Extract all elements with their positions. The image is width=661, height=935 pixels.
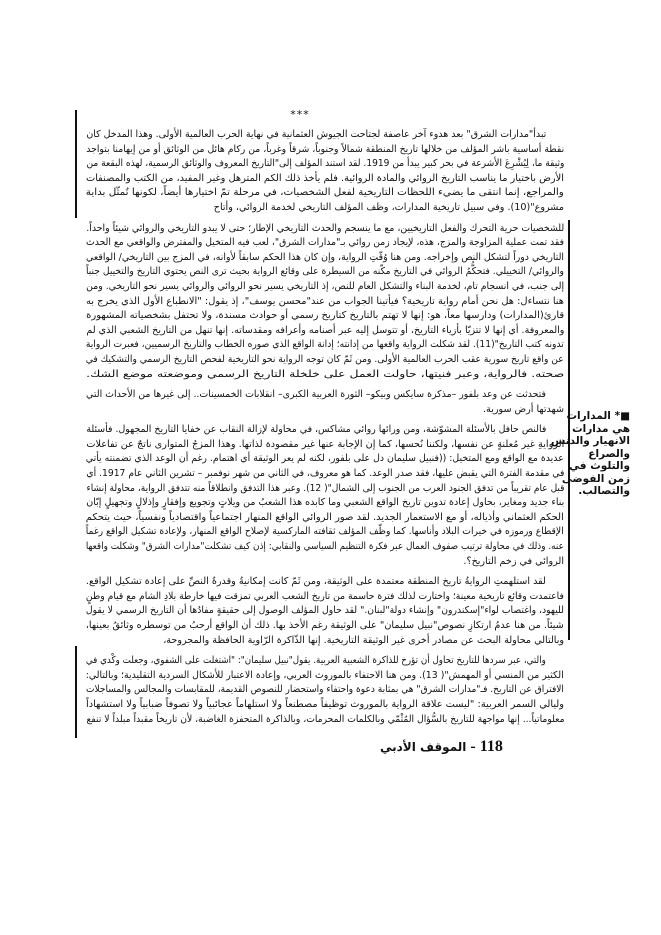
text-line [86,143,564,158]
text-line-content: عنه. وذلك في محاولة ترتيب صفوف العمال عبر فكرة التنظيم السياسي والنقابي: إذن كيف تشكلت"مدارات الشرق" وشكلت واقعها [86,541,564,553]
text-line [86,423,564,438]
text-line-content: هنا نتساءل: هل نحن أمام رواية تاريخية؟ فيأتينا الجواب من عند"محسن يوسف"، إذ يقول: "الانطباع الأول الذي يخرج به [86,295,564,307]
text-line-content: الافتراق عن التاريخ. فـ"مدارات الشرق" هي بمثابة دعوة واحتفاء واستحضار للنصوص القديمة، للمقابسات والمجالس والمساجلات [86,684,564,696]
text-line [86,634,564,649]
text-line-content: والروائي/ التخييلي. فتحكُّمُ الروائي في التاريخ مكّنه من السيطرة على وقائع الرواية بحيث ترى النص يحتوي التاريخ والتخييل جنباً [86,266,564,278]
text-line [86,338,564,353]
text-line [86,438,564,453]
text-line-content: الروايةِ غير مُعلنةٍ عن نفسها، ولكننا نُحسها، كما إن الإجابة عنها غير مقصودة لذاتها. وهذا المزجُ المتوارى ناتجٌ عن تفاعلات [86,438,564,450]
text-line [86,683,564,698]
paragraph [86,575,564,648]
page-footer [380,738,530,756]
text-line [86,201,564,216]
text-line [86,669,564,684]
pull-quote-marker: ■* [614,410,630,422]
text-line [86,251,564,266]
text-line [86,295,564,310]
text-line [86,280,564,295]
pull-quote-text: المدارات هي مدارات الانهيار والدنس والصراع والتلوث في زمن الفوضى والتصالب. [550,410,630,497]
text-line [86,713,564,728]
text-line [86,654,564,669]
text-line-content: الروائي في زخم التاريخ؟. [463,555,564,567]
text-line [86,604,564,619]
text-line-content: فالنص حافل بالأسئلة المشوّشة، ومن ورائها روائي مشاكس، في محاولة لإزالة النقاب عن خفايا التاريخ المجهول. فأسئلة [86,424,546,436]
text-line [86,186,564,201]
text-line-content: لقد استلهمتِ الروايةُ تاريخ المنطقة معتمدة على الوثيقة، ومن ثَمّ كانت إمكانيةُ وقدرةُ النصِّ على إعادة تشكيل الواقع. [86,576,546,588]
text-line-content: لليهود، واغتصاب لواء"إسكندرون" وإنشاء دولة"لبنان." لقد حاول المؤلف الوصول إلى حقيقةٍ مفادُها أن التاريخ الرسمي لا يقول [86,605,564,617]
section-separator: *** [290,108,310,121]
text-line [86,590,564,605]
text-line-content: الحكم العثماني وأذياله، أو مع الاستعمار الجديد. لقد صور الروائي الواقع المنهار اجتماعياً واقتصادياً ونفسياً، حيث يتحكم [86,511,564,523]
text-line-content: صحته. فالرواية، وعبر فنيتها، حاولت العمل على خلخلة التاريخ الرسمي وموضعته موضع الشك. [86,368,564,380]
text-line [86,575,564,590]
text-line [86,388,564,403]
text-line-content: بناء جديد ومغاير، بحاول إعادة تدوين تاريخ الواقع الشعبي وما كابده هذا الشعبُ من ويلاتٍ وتجويع وإفقارٍ وإذلالٍ وتجهيلٍ إبّان [86,497,564,509]
text-line-content: والمعروفة. أي إنها لا تتزيّا بأزياء التاريخ، أو تتوسل إليه عبر أصنامه وأعرافه ومقدساته. إنها تنهل من التاريخ الشعبي الذي لم [86,324,564,336]
text-line-content: الإقطاع ورموزه في خيرات البلاد وأناسها. كما وظّف المؤلف ثقافته الماركسية لإصلاح الواقع المنهار، ولإعادة تشكيل الواقع رغماً [86,526,564,538]
text-line-content: وبالتالي محاولة البحث عن مصادر أخرى غير الوثيقة التاريخية. إنها الذّاكرة الرّاوية الحافظة والمجروحة، [163,634,564,646]
text-line-content: الكثير من المنسي أو المهمش"( 13). ومن هنا الاحتفاء بالموروث العربي، وإعادة الاعتبار للأشكال السردية التقليدية؛ وبالتالي: [86,669,564,681]
text-line [86,222,564,237]
text-line [86,353,564,368]
text-line-content: للشخصيات حرية التحرك والفعل التاريخيين، مع ما ينسجم والحدث التاريخي الإطار؛ حتى لا يبدو التاريخي والروائي شيئاً واحداً. [86,222,564,234]
text-line-content: شيئاً. من هنا عدمُ ارتكازِ نصوص"نبيل سليمان" على الوثيقة رغم الأخذ بها. ذلك أن الواقع أرحبُ من توسطره وثائقُ بعينها، [86,620,564,631]
text-line-content: فاعتمدت وقائع تاريخية معينة؛ واختارت لذلك فترة حاسمة من تاريخ الشعب العربي تمزقت فيها خارطة بلادِ الشام مع قيام وطنٍ [86,590,564,602]
text-line-content: فتحدثت عن وعد بلفور –مذكرة سايكس وبيكو– الثورة العربية الكبرى– انقلابات الخمسينات.. إلى غيرها من الأحداث التي [86,389,546,401]
paragraph [86,423,564,569]
text-line-content: والتي، عبر سردها للتاريخ تحاول أن تؤرخ للذاكرة الشعبية العربية. يقول"نبيل سليمان": "اشتغلت على الشفوي، وجعلت وكْدي في [86,655,546,667]
text-line [86,467,564,482]
paragraph [86,128,564,216]
text-line-content: قارئ(المدارات) ودارسها معاً، هو: إنها لا تهتم بالتاريخ كتاريخ رسمي أو حوادث مسندة، ولا تحتفل بشخصياته المشهورة [86,310,564,322]
text-line-content: عديدة مع الواقع ومع المتخيل: ((فنبيل سليمان دل على بلفور، لكنه لم يعر الوثيقة أي اهتمام. رغم أن الوعد الذي تضمنته يأتي [86,453,564,465]
text-line [86,452,564,467]
text-line [86,482,564,497]
text-line-content: والمراجع، إنما انتقى ما يضيء اللحظات التاريخية لفعل الشخصيات، في مرحلة تمّ اختيارها أيضاً، لكونها تُمثّل بداية [85,187,564,199]
paragraph [86,388,564,417]
text-line-content: إلى جنب، في انسجام تام، لخدمة البناء والتشكل العام للنص، إذ التاريخي يسير نحو الروائي والروائي يسير نحو التاريخي. ومن [86,280,564,292]
pull-quote [548,410,630,498]
magazine-name: الموقف الأدبي [380,740,467,754]
footer-separator: - [466,738,480,755]
text-line-content: في مقدمة الفترة التي يقبض عليها، فقد صدر الوعد. كما هو معروف، في الثاني من شهر نوفمبر – تشرين الثاني عام 1917. أي [86,468,564,480]
text-line [86,368,564,383]
text-line-content: مشروع"(10). وفي سبيل تاريخية المدارات، وظف المؤلف التاريخي لخدمة الروائي، وأتاح [213,201,564,213]
text-line-content: عن واقع تاريخ سورية عقب الحرب العالمية الأولى. ومن ثَمّ كان توجه الرواية نحو التاريخية لفحص التاريخ الرسمي والتشكيك في [86,353,564,365]
text-line-content: الأرض باختيار ما يناسب التاريخ الروائي والمادة الروائية. فلم يأخذ ذلك الكم المترهل وغير المفيد، من الكتب والمصنفات [86,172,564,184]
text-line [86,128,564,143]
text-line-content: وثيقة ما، لِيُشْرِعَ الأشرعة في بحر كبير يبدأ من 1919. لقد استند المؤلف إلى"التاريخ المعروف والوثائق الرسمية، لهذه البقعة من [86,158,564,170]
text-line [86,265,564,280]
text-line-content: معلوماتياً... إنها مواجهة للتاريخ بالسُّؤال المُثْمّي وبالكلمات المحرمات، وبالذاكرة المتحفزة الغاضبة، لأن تاريخاً مقبداً مبلداً لا تنفع [86,713,564,725]
text-line-content: فقد تمت عملية المزاوجة والمزج، هذه، لإيجاد زمن روائي بـ"مدارات الشرق"، لعب فيه المتخيل والمفترض والواقعي مع الحدث [86,237,564,249]
text-line [86,324,564,339]
text-line-content: تبدأ"مدارات الشرق" بعد هدوء آخر عاصفة لجتاحت الجيوش العثمانية في نهاية الحرب العالمية الأولى. وهذا المدخل كان [86,129,546,140]
text-line [86,496,564,511]
paragraph [86,654,564,727]
text-line [86,511,564,526]
text-line [86,157,564,172]
text-line-content: وليالي السمر العربية: "ليست علاقة الرواية بالموروث توظيفاً مصطنعاً ولا استلهاماً عجائبياً ولا تصوفاً ضبابياً ولا استشهاداً [86,698,564,710]
text-line [86,172,564,187]
text-line-content: قبل عام تقريباً من تدفق الجنود العرب من الجنوب إلى الشمال"( 12). وعبر هذا التدفق وانطلاقاً منه تتدفق الرواية، محاولة إنشاء [86,482,564,494]
text-line-content: التاريخي دوراً لتشكل النص وإخراجه. ومن هنا وُقّتِ الرواية، وإن كان هذا الحكم سابقاً لأوانه، في المزج بين التاريخي/ الواقعي [86,251,564,263]
text-line [86,525,564,540]
text-line [86,309,564,324]
text-line [86,555,564,570]
text-line [86,540,564,555]
article-body [86,128,564,733]
text-line [86,236,564,251]
page-number: 118 [479,738,503,755]
text-line-content: تدونه كتب التاريخ"(11). لقد شكلت الرواية واقعها من إدانته؛ إدانة الواقع الذي صوره الخطاب والتاريخ الرسميين، فعبرت الرواية [86,339,564,351]
text-line [86,403,564,418]
text-line-content: نقطة أساسية باشر المؤلف من خلالها تاريخ المنطقة شمالاً وجنوباً، شرقاً وغرباً، من ركام هائل من الوثائق أو من إيهامنا بتواجد [86,143,564,155]
text-line-content: شهدتها أرض سورية. [483,403,564,415]
paragraph [86,222,564,383]
text-line [86,698,564,713]
text-line [86,619,564,634]
